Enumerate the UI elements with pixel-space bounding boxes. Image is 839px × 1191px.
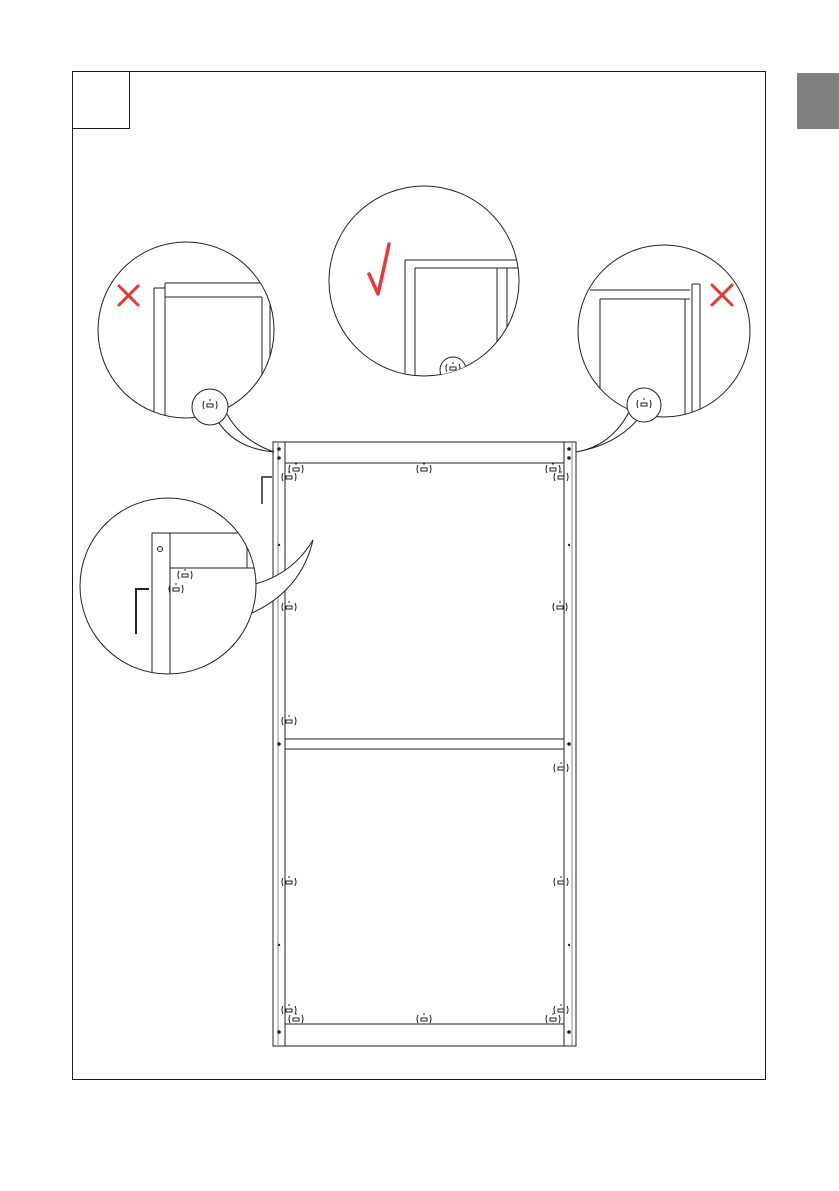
detail-incorrect-left <box>98 242 275 452</box>
cam-lock-icon <box>282 464 568 1023</box>
screw-holes <box>277 447 571 1034</box>
detail-incorrect-right <box>576 245 750 452</box>
allen-key-icon <box>262 477 272 504</box>
wardrobe-frame <box>273 442 576 1046</box>
detail-correct-center <box>329 186 520 383</box>
